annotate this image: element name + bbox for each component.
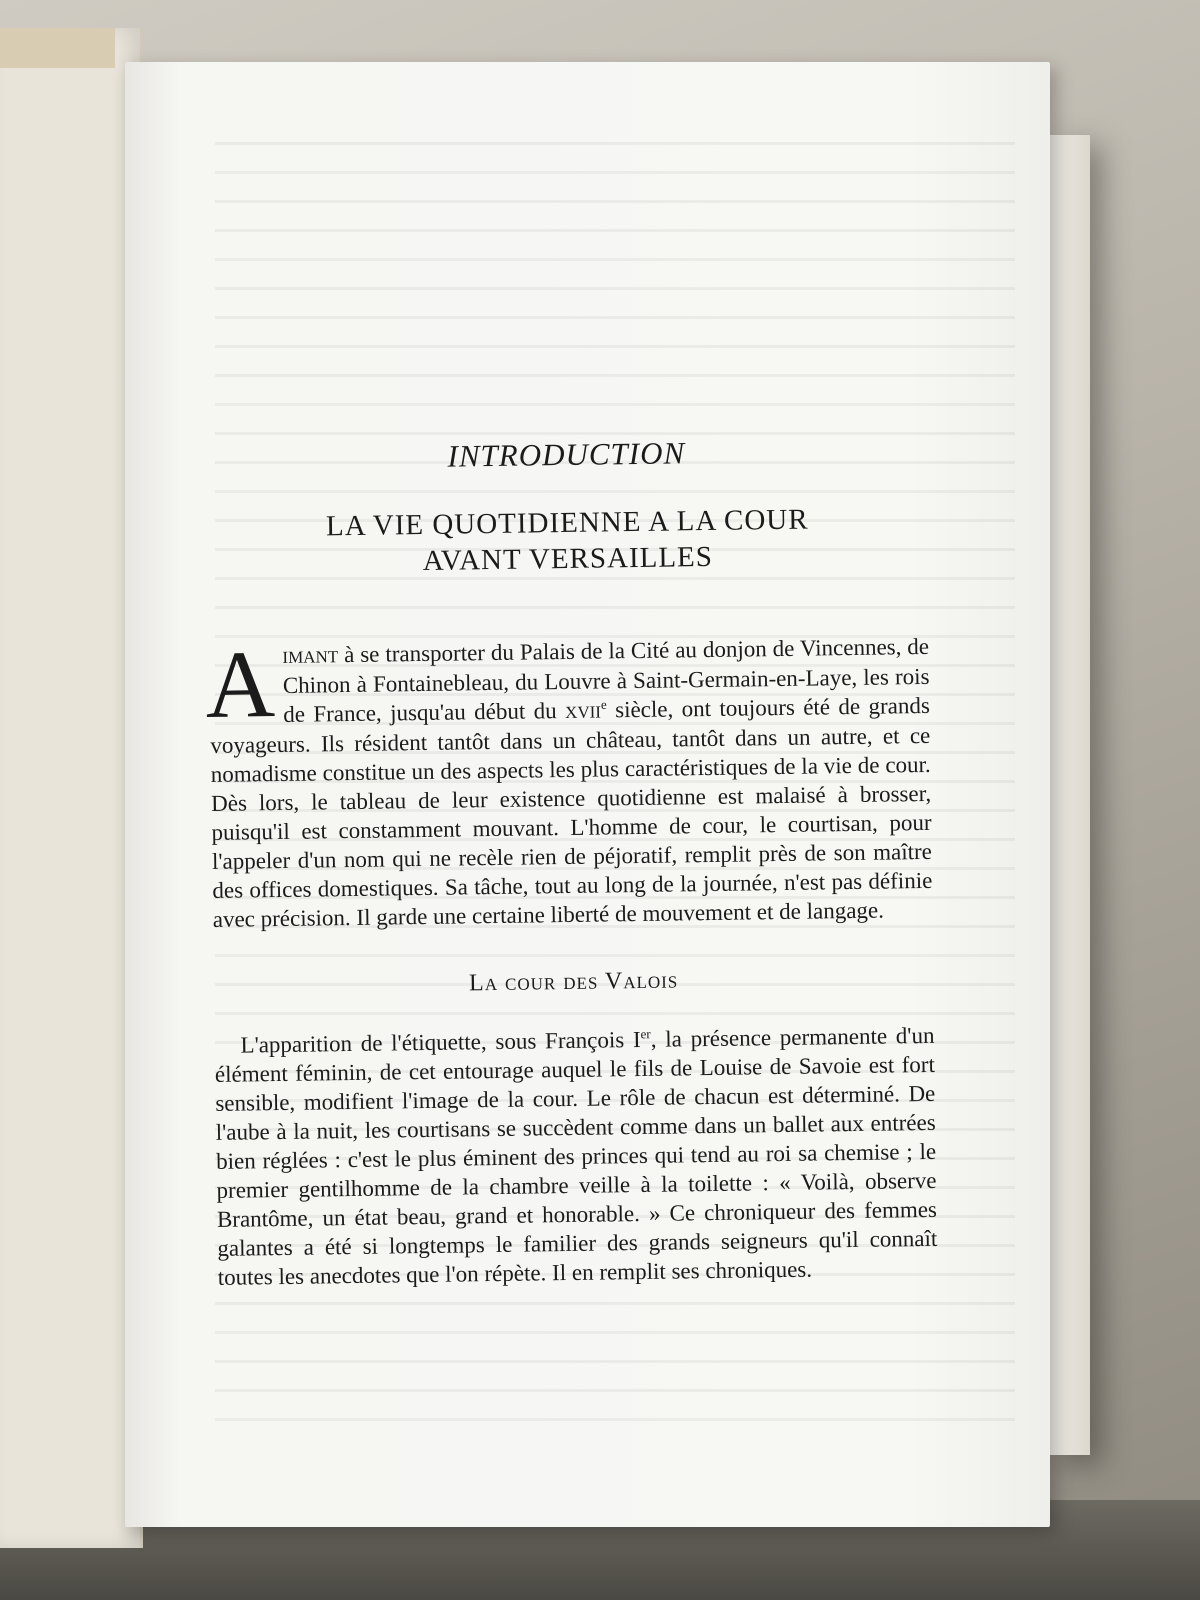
chapter-title [207, 500, 928, 582]
paragraph-2-text-a: L'apparition de l'étiquette, sous François I [240, 1026, 641, 1058]
chapter-title-line-2: AVANT VERSAILLES [422, 540, 714, 577]
drop-cap: A [204, 630, 276, 739]
paragraph-1-text-a: à se transporter du Palais de la Cité au donjon de Vincennes, de Chinon à Fontainebleau, du Louvre à Saint-Germain-en-Laye, les rois de France, jusqu'au début du [282, 633, 930, 727]
book-page [125, 62, 1050, 1527]
page-content [205, 352, 938, 1292]
cover-edge [0, 28, 115, 68]
intro-heading: INTRODUCTION [447, 435, 686, 474]
chapter-title-line-1: LA VIE QUOTIDIENNE A LA COUR [325, 503, 809, 543]
first-word: imant [282, 642, 339, 669]
facing-page-left [0, 28, 143, 1548]
paragraph-1 [204, 630, 933, 934]
ordinal-superscript: er [640, 1026, 651, 1042]
paragraph-2 [214, 1021, 938, 1292]
page-stack-edge [1050, 135, 1090, 1455]
paragraph-2-text-b: , la présence permanente d'un élément féminin, de cet entourage auquel le fils de Louise de Savoie est fort sensible, modifient l'image de la cour. Le rôle de chacun est déterminé. De l'aube à la nuit, les courtisans se succèdent comme dans un ballet aux entrées bien réglées : c'est le plus éminent des princes qui tend au roi sa chemise ; le premier gentilhomme de la chambre veille à la toilette : « Voilà, observe Brantôme, un état beau, grand et honorable. » Ce chroniqueur des femmes galantes a été si longtemps le familier des grands seigneurs qu'il connaît toutes les anecdotes que l'on répète. Il en remplit ses chroniques. [214, 1022, 938, 1290]
section-heading: La cour des Valois [468, 967, 679, 997]
paragraph-1-text-b: siècle, ont toujours été de grands voyageurs. Ils résident tantôt dans un château, tantôt dans un autre, et ce nomadisme constitue un des aspects les plus caractéristiques de la vie de cour. Dès lors, le tableau de leur existence quotidienne est malaisé à brosser, puisqu'il est constamment mouvant. L'homme de cour, le courtisan, pour l'appeler d'un nom qui ne recèle rien de péjoratif, remplit près de son maître des offices domestiques. Sa tâche, tout au long de la journée, n'est pas définie avec précision. Il garde une certaine liberté de mouvement et de langage. [210, 692, 933, 932]
century-superscript: e [600, 696, 607, 712]
century-numeral: xvii [564, 697, 602, 725]
